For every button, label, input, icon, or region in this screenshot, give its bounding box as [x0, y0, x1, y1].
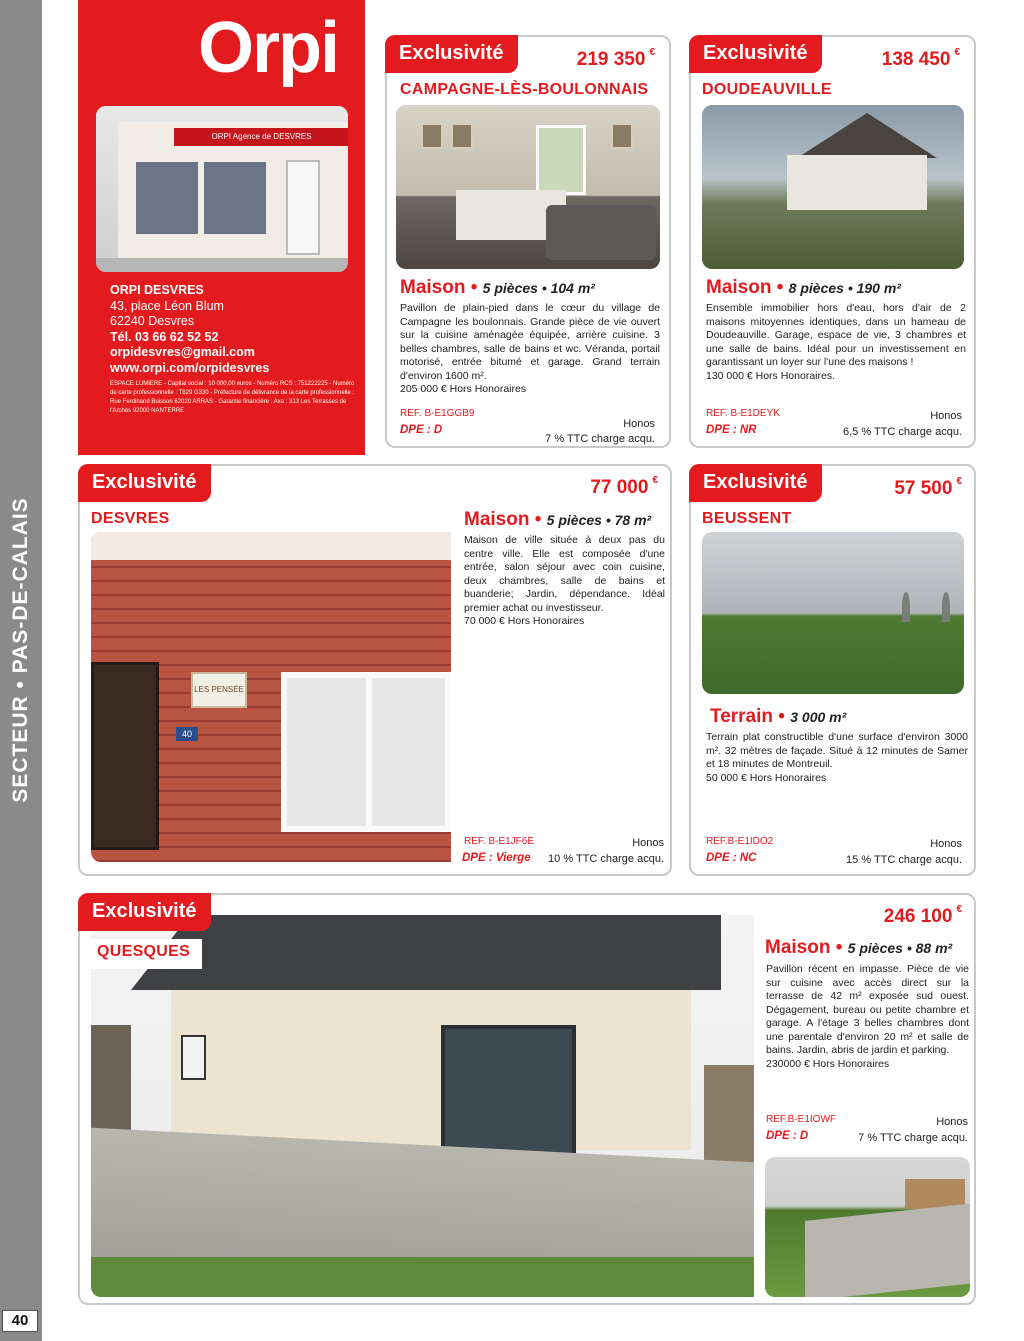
listing-card-desvres[interactable]: [78, 464, 672, 876]
agency-contact: [110, 283, 269, 376]
listing-photo: [91, 532, 451, 862]
agency-block: [78, 0, 365, 455]
exclusivite-badge: Exclusivité: [78, 464, 211, 502]
listing-fee: 15 % TTC charge acqu.: [846, 854, 962, 866]
agency-name: ORPI DESVRES: [110, 283, 204, 297]
listing-honos: Honos: [632, 837, 664, 849]
listing-card-beussent[interactable]: [689, 464, 976, 876]
listing-photo: [91, 915, 754, 1297]
listing-dpe: DPE : Vierge: [462, 852, 531, 864]
listing-type: Terrain • 3 000 m²: [710, 706, 847, 727]
listing-description: Ensemble immobilier hors d'eau, hors d'air de 2 maisons mitoyennes identiques, dans un hameau de Doudeauville. Garage, espace de vie, 3 chambres et une salle de bains. Idéal pour un investissement en garantissant un loyer sur l'une des maisons ! 130 000 € Hors Honoraires.: [706, 302, 966, 382]
listing-type: Maison • 5 pièces • 88 m²: [765, 937, 953, 958]
listing-price: 246 100 €: [883, 904, 962, 927]
listing-description: Pavillon de plain-pied dans le cœur du village de Campagne les boulonnais. Grande pièce de vie ouvert sur la cuisine aménagée équipée, arrière cuisine. 3 belles chambres, salle de bains et wc. Véranda, portail motorisé, entrée bitumé et garage. Grand terrain d'environ 1600 m². 205 000 € Hors Honoraires: [400, 302, 660, 395]
listing-ref: REF.B-E1IOWF: [766, 1114, 837, 1125]
house-name-plate: LES PENSÉE: [191, 672, 247, 708]
exclusivite-badge: Exclusivité: [689, 35, 822, 73]
listing-honos: Honos: [623, 418, 655, 430]
listing-price: 138 450 €: [881, 47, 960, 70]
listing-type: Maison • 5 pièces • 104 m²: [400, 277, 595, 298]
listing-city: DOUDEAUVILLE: [702, 81, 832, 98]
listing-city: QUESQUES: [86, 939, 202, 969]
listing-ref: REF. B-E1DEYK: [706, 408, 780, 419]
listing-dpe: DPE : D: [766, 1130, 809, 1142]
exclusivite-badge: Exclusivité: [385, 35, 518, 73]
listing-ref: REF. B-E1JF6E: [464, 836, 535, 847]
exclusivite-badge: Exclusivité: [689, 464, 822, 502]
listing-card-quesques[interactable]: [78, 893, 976, 1305]
listing-fee: 7 % TTC charge acqu.: [545, 433, 655, 445]
listing-price: 77 000 €: [590, 475, 658, 498]
agency-address-1: 43, place Léon Blum: [110, 298, 224, 313]
listing-fee: 10 % TTC charge acqu.: [548, 853, 664, 865]
listing-dpe: DPE : NC: [706, 852, 757, 864]
listing-fee: 7 % TTC charge acqu.: [858, 1132, 968, 1144]
listing-description: Pavillon récent en impasse. Pièce de vie sur cuisine avec accès direct sur la terrasse de 42 m² exposée sud ouest. Dégagement, bureau ou petite chambre et garage. A l'étage 3 belles chambres dont une parentale d'environ 20 m² et salle de bains. Jardin, abris de jardin et parking. 230000 € Hors Honoraires: [766, 963, 969, 1070]
agency-address-2: 62240 Desvres: [110, 314, 195, 328]
listing-city: BEUSSENT: [702, 510, 792, 527]
page-number: 40: [2, 1310, 38, 1332]
listing-photo: [396, 105, 660, 269]
listing-price: 219 350 €: [576, 47, 655, 70]
sector-label: SECTEUR • PAS-DE-CALAIS: [9, 497, 32, 803]
listing-dpe: DPE : D: [400, 424, 443, 436]
listing-ref: REF. B-E1GGB9: [400, 408, 475, 419]
agency-legal-text: ESPACE LUMIERE - Capital social : 10 000,00 euros - Numéro RCS : 751222225 - Numéro de carte professionnelle : T829 G330 - Préfecture de délivrance de la carte professionnelle : Rue Ferdinand Buisson 62020 ARRAS - Garantie financière : Axa : 313 Les Terrasses de l'Arches 92000 NANTERRE: [110, 381, 355, 414]
listing-type: Maison • 8 pièces • 190 m²: [706, 277, 901, 298]
agency-photo: [96, 106, 348, 272]
listing-photo: [702, 532, 964, 694]
listing-honos: Honos: [930, 838, 962, 850]
listing-description: Maison de ville située à deux pas du centre ville. Elle est composée d'une entrée, salon séjour avec coin cuisine, deux chambres, salle de bains et buanderie; Jardin, dépendance. Idéal premier achat ou investisseur. 70 000 € Hors Honoraires: [464, 534, 665, 627]
orpi-logo: Orpi: [198, 8, 339, 88]
listing-ref: REF.B-E1IDO2: [706, 836, 774, 847]
listing-dpe: DPE : NR: [706, 424, 757, 436]
agency-email[interactable]: orpidesvres@gmail.com: [110, 345, 255, 359]
listing-photo-garden: [765, 1157, 970, 1297]
exclusivite-badge: Exclusivité: [78, 893, 211, 931]
listing-card-campagne[interactable]: [385, 35, 671, 448]
agency-phone: Tél. 03 66 62 52 52: [110, 329, 219, 344]
listing-honos: Honos: [930, 410, 962, 422]
listing-honos: Honos: [936, 1116, 968, 1128]
listing-city: CAMPAGNE-LÈS-BOULONNAIS: [400, 81, 649, 98]
listing-fee: 6,5 % TTC charge acqu.: [842, 426, 962, 438]
listing-card-doudeauville[interactable]: [689, 35, 976, 448]
listing-photo: [702, 105, 964, 269]
listing-price: 57 500 €: [894, 476, 962, 499]
agency-website[interactable]: www.orpi.com/orpidesvres: [110, 360, 270, 375]
shop-sign: ORPI Agence de DESVRES: [174, 128, 348, 146]
house-number-plate: 40: [176, 727, 198, 741]
listing-description: Terrain plat constructible d'une surface d'environ 3000 m². 32 mètres de façade. Situé à 12 minutes de Samer et 18 minutes de Montreuil. 50 000 € Hors Honoraires: [706, 731, 968, 784]
listing-type: Maison • 5 pièces • 78 m²: [464, 509, 652, 530]
listing-city: DESVRES: [91, 510, 170, 527]
